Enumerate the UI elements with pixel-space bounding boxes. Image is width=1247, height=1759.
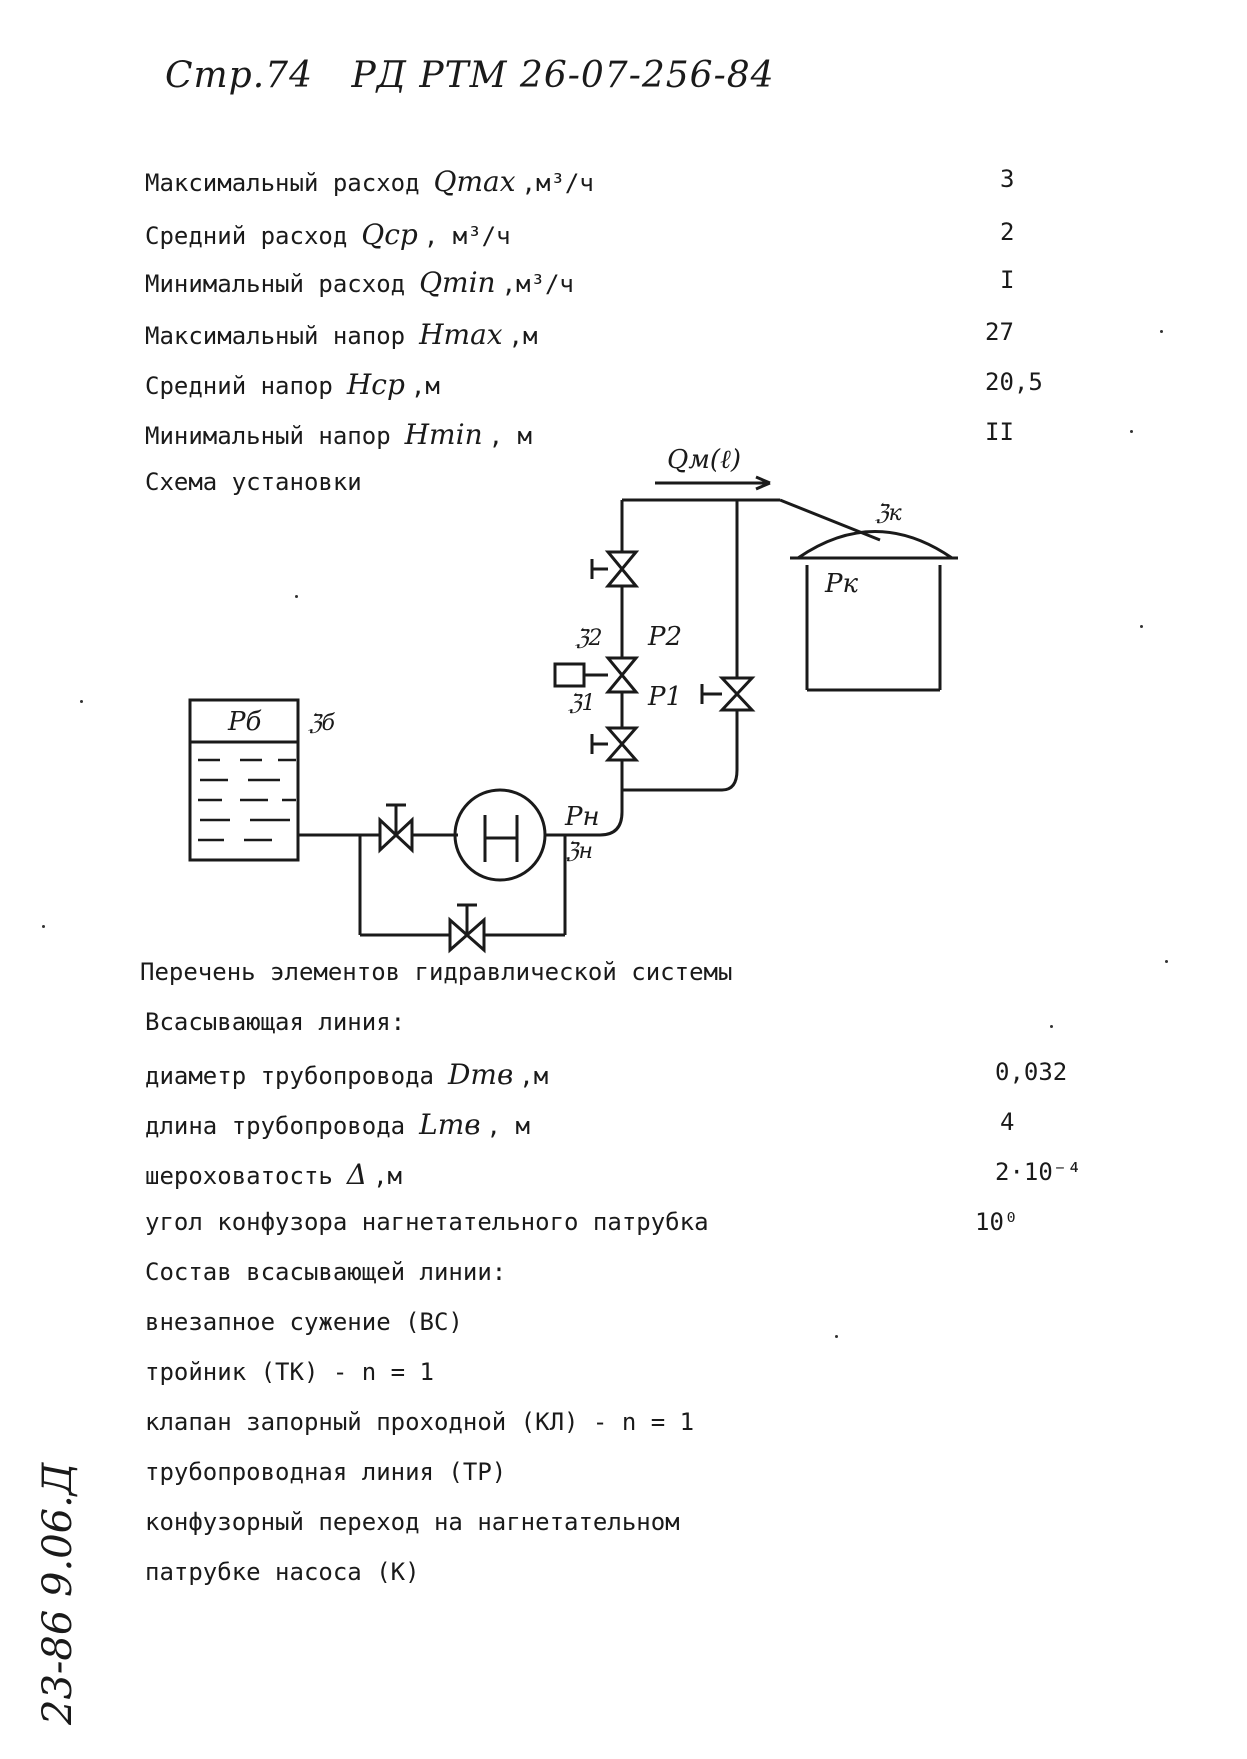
scan-speck — [295, 595, 298, 598]
scan-speck — [1165, 960, 1168, 963]
elements-title: Перечень элементов гидравлической системы — [140, 958, 733, 986]
valve-branch — [722, 678, 752, 710]
zb-label: ℨб — [308, 711, 335, 736]
z1-label: ℨ1 — [568, 691, 596, 716]
element-value: 4 — [1000, 1108, 1015, 1136]
vessel-lid — [798, 532, 952, 559]
scheme-title: Схема установки — [145, 468, 362, 496]
param-value: 27 — [985, 318, 1014, 346]
element-value: 2·10⁻⁴ — [995, 1158, 1082, 1186]
composition-item: патрубке насоса (К) — [145, 1558, 420, 1586]
param-row: Минимальный расход Qmin ,м³/ч — [145, 266, 574, 299]
scan-speck — [1160, 330, 1163, 333]
param-value: I — [1000, 266, 1015, 294]
param-row: Средний напор Hср ,м — [145, 368, 440, 401]
pn-label: Pн — [565, 802, 600, 832]
composition-item: внезапное сужение (ВС) — [145, 1308, 463, 1336]
margin-note: 23-86 9.06.Д — [35, 1462, 81, 1725]
z2-label: ℨ2 — [575, 626, 603, 651]
param-row: Минимальный напор Hmin , м — [145, 418, 532, 451]
document-code: РД РТМ 26-07-256-84 — [351, 55, 775, 96]
element-row: шероховатость Δ ,м — [145, 1158, 402, 1191]
pump — [455, 790, 545, 880]
pb-label: Pб — [228, 707, 262, 737]
scan-speck — [42, 925, 45, 928]
p2-label: P2 — [648, 622, 683, 652]
param-row: Средний расход Qср , м³/ч — [145, 218, 511, 251]
scan-speck — [1050, 1025, 1053, 1028]
valve-upper — [608, 552, 636, 586]
suction-title: Всасывающая линия: — [145, 1008, 406, 1036]
scan-speck — [1140, 625, 1143, 628]
param-value: 20,5 — [985, 368, 1043, 396]
element-row: длина трубопровода Lтв , м — [145, 1108, 530, 1141]
scan-speck — [80, 700, 83, 703]
p1-label: P1 — [648, 682, 683, 712]
param-value: 2 — [1000, 218, 1015, 246]
composition-item: тройник (ТК) - n = 1 — [145, 1358, 434, 1386]
pk-label: Pк — [825, 569, 859, 599]
element-value: 0,032 — [995, 1058, 1068, 1086]
param-value: II — [985, 418, 1014, 446]
scan-speck — [835, 1335, 838, 1338]
valve-lower — [608, 728, 636, 760]
composition-item: конфузорный переход на нагнетательном — [145, 1508, 680, 1536]
param-row: Максимальный расход Qmax ,м³/ч — [145, 165, 594, 198]
element-row: угол конфузора нагнетательного патрубка — [145, 1208, 709, 1236]
tank-liquid-lines — [198, 760, 296, 840]
flow-label: Qм(ℓ) — [667, 445, 741, 475]
param-value: 3 — [1000, 165, 1015, 193]
param-row: Максимальный напор Hmax ,м — [145, 318, 538, 351]
regulating-valve — [608, 658, 636, 692]
composition-item: трубопроводная линия (ТР) — [145, 1458, 507, 1486]
zn-label: ℨн — [565, 839, 594, 864]
composition-title: Состав всасывающей линии: — [145, 1258, 507, 1286]
element-row: диаметр трубопровода Dтв ,м — [145, 1058, 549, 1091]
composition-item: клапан запорный проходной (КЛ) - n = 1 — [145, 1408, 695, 1436]
zk-label: ℨк — [875, 501, 902, 526]
page-number: Стр.74 — [165, 55, 313, 96]
element-value: 10⁰ — [975, 1208, 1019, 1236]
scan-speck — [1130, 430, 1133, 433]
valve-actuator — [555, 664, 584, 686]
